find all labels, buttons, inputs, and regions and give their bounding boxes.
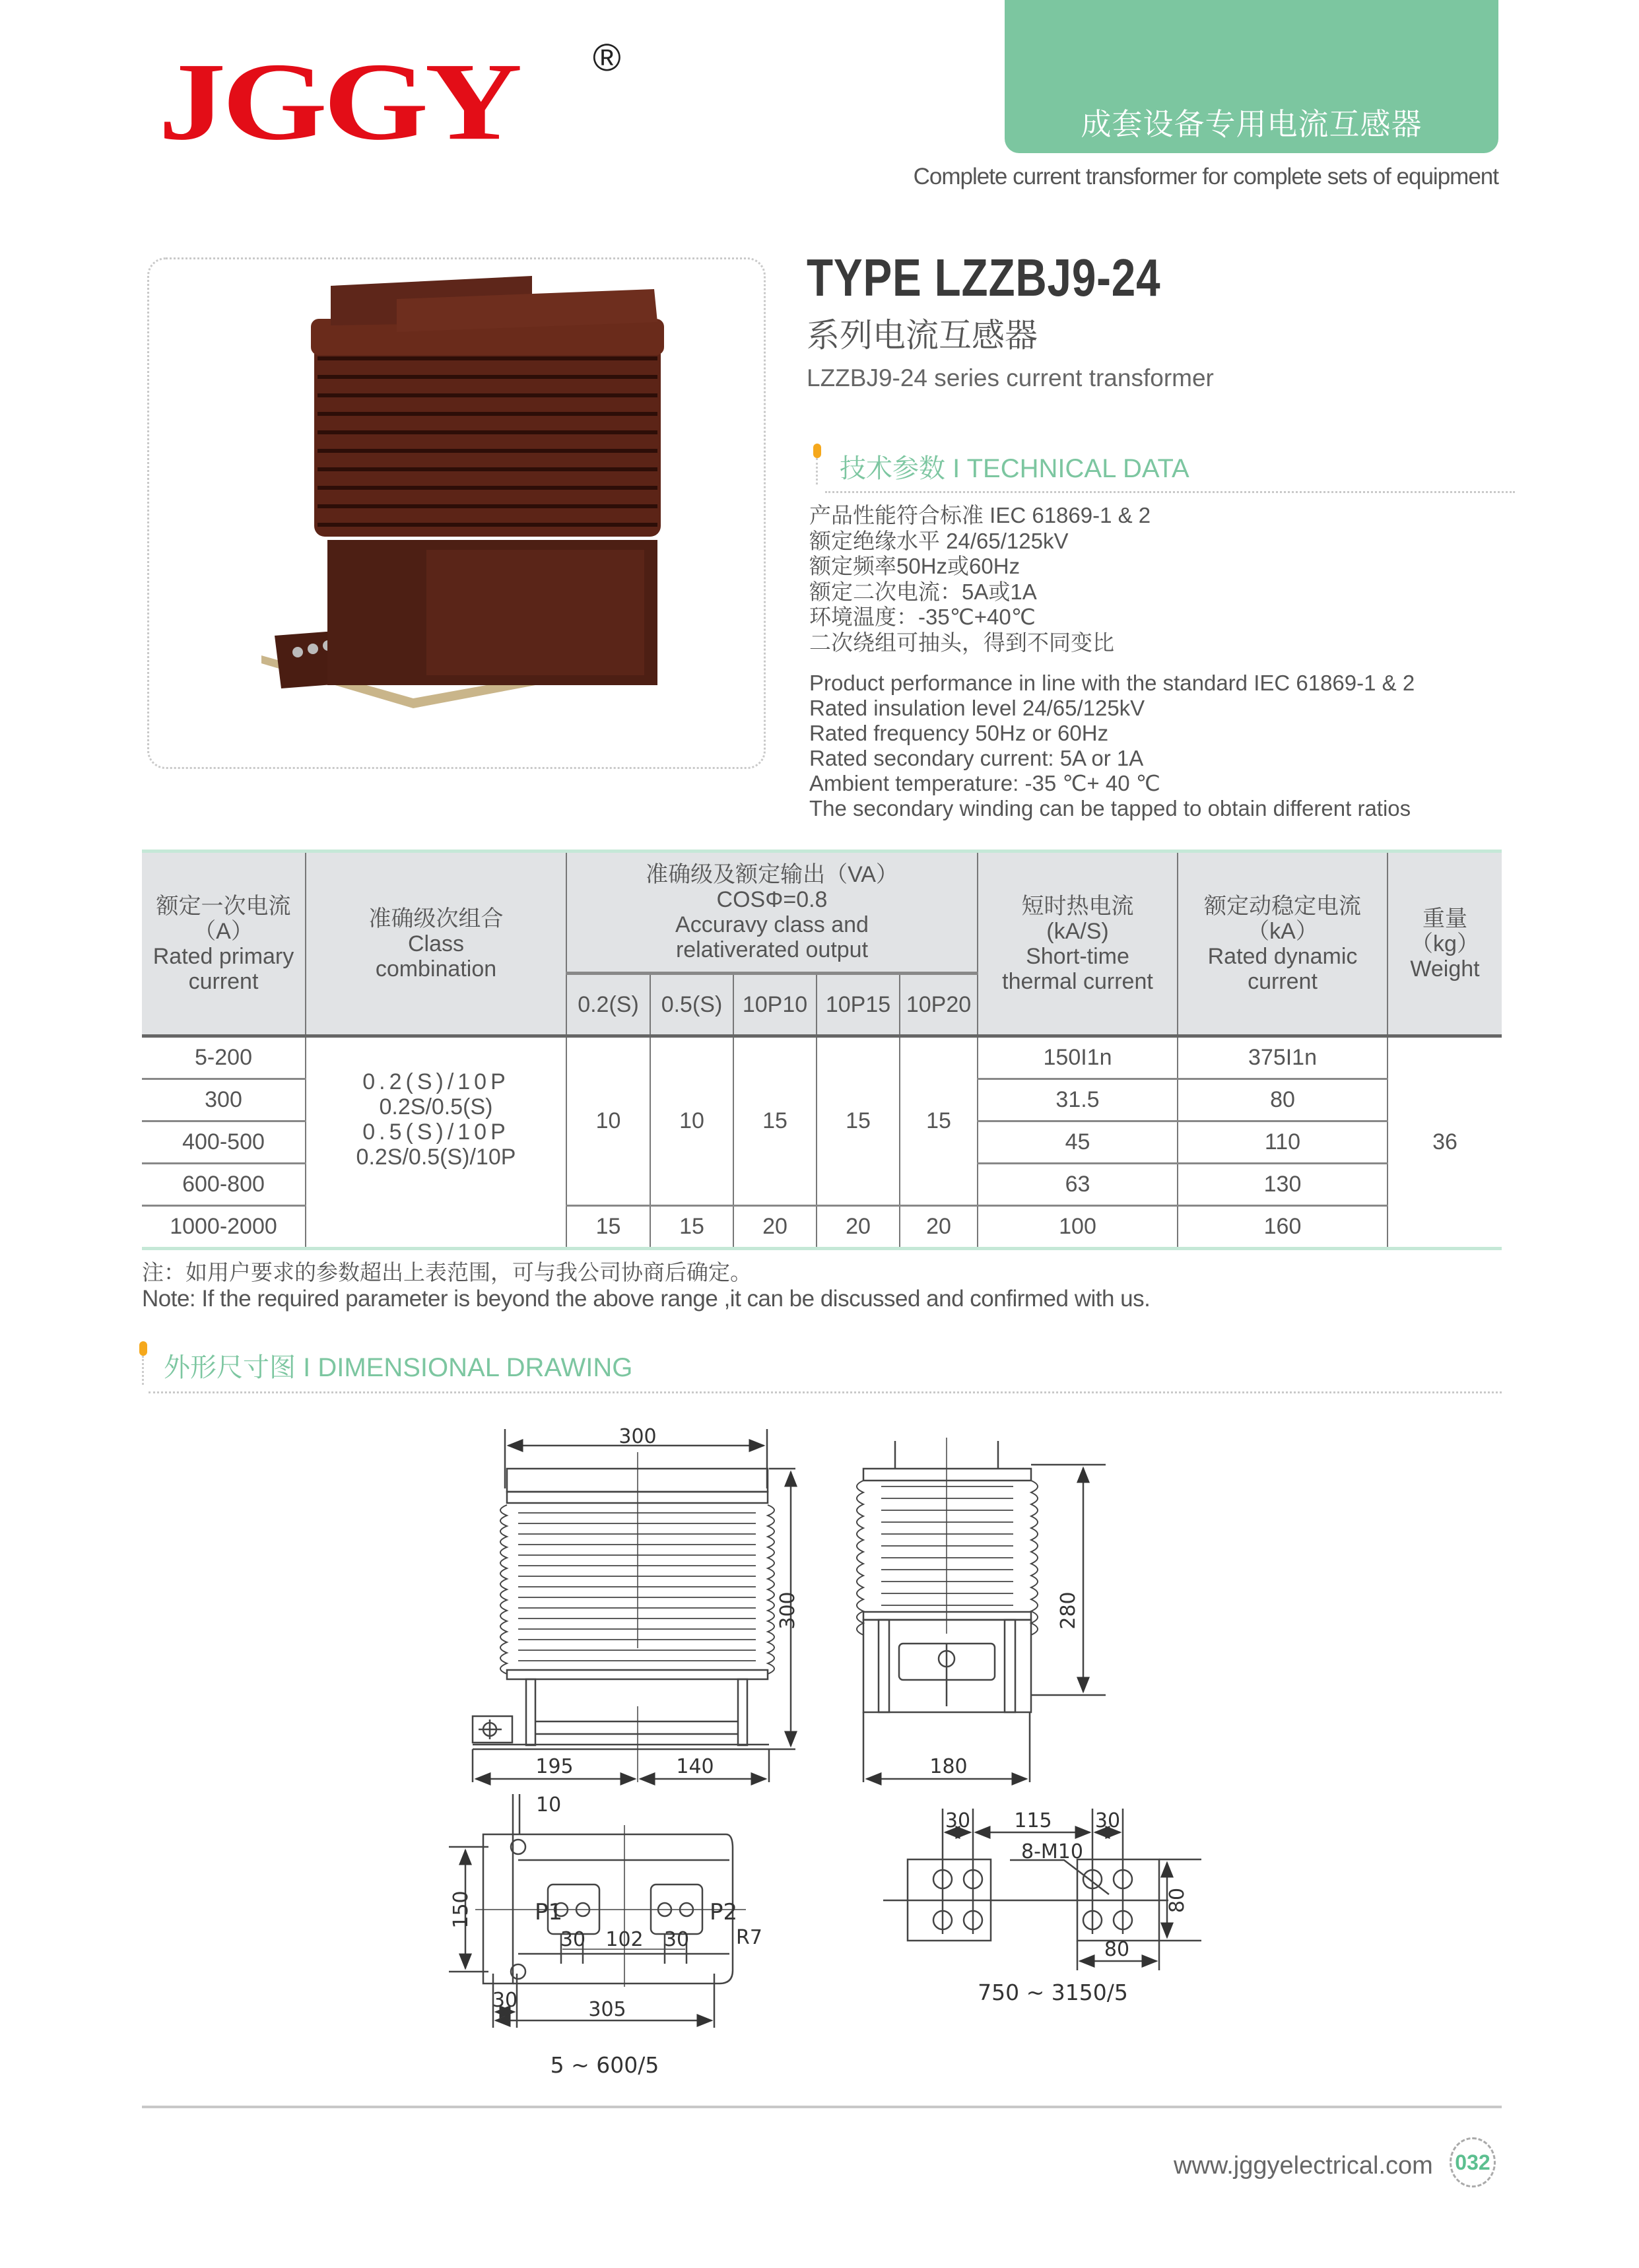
note-en: Note: If the required parameter is beyond the above range ,it can be discussed and confirmed with us. bbox=[142, 1286, 1151, 1312]
dim-bottom-center: 102 bbox=[605, 1928, 644, 1951]
cell-dynamic: 80 bbox=[1178, 1079, 1388, 1121]
label-p2: P2 bbox=[710, 1899, 738, 1925]
cell-output-0-5s: 15 bbox=[650, 1206, 733, 1249]
dim-side-height: 280 bbox=[1057, 1591, 1080, 1630]
header-line: (kA/S) bbox=[1046, 918, 1109, 944]
tech-line-en: Rated secondary current: 5A or 1A bbox=[809, 746, 1144, 770]
header-line: （kA） bbox=[1247, 918, 1318, 944]
cell-output-10p15: 15 bbox=[817, 1036, 900, 1206]
tech-line-cn: 额定绝缘水平 24/65/125kV bbox=[809, 528, 1069, 553]
cell-primary: 600-800 bbox=[142, 1164, 306, 1206]
cell-dynamic: 160 bbox=[1178, 1206, 1388, 1249]
header-line: 准确级次组合 bbox=[368, 906, 504, 931]
dim-bottom-pitch-2: 30 bbox=[663, 1928, 690, 1951]
footer-divider bbox=[142, 2106, 1502, 2108]
caption-large-ratio: 750 ~ 3150/5 bbox=[978, 1980, 1128, 2005]
cell-thermal: 150I1n bbox=[978, 1036, 1178, 1079]
header-line: COSΦ=0.8 bbox=[716, 887, 828, 912]
header-line: combination bbox=[375, 956, 497, 982]
tech-line-en: The secondary winding can be tapped to obtain different ratios bbox=[809, 796, 1411, 820]
page-number-badge: 032 bbox=[1450, 2137, 1496, 2187]
dim-front-width: 300 bbox=[619, 1425, 657, 1448]
header-line: （A） bbox=[193, 918, 253, 944]
dim-bottom-edge: 30 bbox=[492, 1989, 518, 2012]
dim-terminal-pitch-right: 30 bbox=[1094, 1809, 1121, 1832]
header-line: Rated primary bbox=[152, 943, 294, 969]
cell-thermal: 63 bbox=[978, 1164, 1178, 1206]
product-series-title-en: LZZBJ9-24 series current transformer bbox=[807, 364, 1214, 391]
dim-terminal-gap: 115 bbox=[1014, 1809, 1052, 1832]
dim-side-width: 180 bbox=[929, 1755, 968, 1778]
tech-line-cn: 产品性能符合标准 IEC 61869-1 & 2 bbox=[809, 503, 1151, 527]
class-value: 0.2S/0.5(S) bbox=[379, 1094, 493, 1119]
dim-bottom-radius: R7 bbox=[736, 1926, 762, 1949]
dim-bottom-height: 150 bbox=[450, 1890, 473, 1929]
header-line: 准确级及额定输出（VA） bbox=[646, 862, 898, 887]
technical-data-heading: 技术参数 I TECHNICAL DATA bbox=[840, 454, 1189, 483]
cell-primary: 300 bbox=[142, 1079, 306, 1121]
label-p1: P1 bbox=[535, 1899, 563, 1925]
dim-terminal-pad-height: 80 bbox=[1166, 1887, 1189, 1914]
brand-logo: JGGY bbox=[158, 40, 519, 164]
category-banner-title: 成套设备专用电流互感器 bbox=[1081, 107, 1422, 141]
header-line: 重量 bbox=[1422, 906, 1467, 931]
tech-line-en: Ambient temperature: -35 ℃+ 40 ℃ bbox=[809, 771, 1160, 795]
cell-output-10p20: 15 bbox=[900, 1036, 978, 1206]
header-line: 短时热电流 bbox=[1021, 893, 1134, 919]
cell-thermal: 31.5 bbox=[978, 1079, 1178, 1121]
header-line: Short-time bbox=[1026, 943, 1129, 969]
cell-weight: 36 bbox=[1388, 1036, 1502, 1249]
dim-front-height: 300 bbox=[776, 1591, 799, 1630]
subheader-10p20: 10P20 bbox=[900, 974, 978, 1036]
class-value: 0.2S/0.5(S)/10P bbox=[356, 1144, 516, 1170]
dim-front-right: 140 bbox=[676, 1755, 714, 1778]
cell-primary: 5-200 bbox=[142, 1036, 306, 1079]
dim-bottom-offset: 10 bbox=[536, 1793, 562, 1817]
header-line: thermal current bbox=[1002, 968, 1153, 994]
label-bolts: 8-M10 bbox=[1021, 1840, 1083, 1863]
product-type-title: TYPE LZZBJ9-24 bbox=[807, 248, 1161, 307]
cell-output-0-2s: 10 bbox=[566, 1036, 650, 1206]
dim-front-left: 195 bbox=[535, 1755, 574, 1778]
header-line: Class bbox=[407, 931, 465, 956]
header-line: Weight bbox=[1410, 956, 1480, 982]
header-line: current bbox=[188, 968, 259, 994]
dimensional-drawing-heading: 外形尺寸图 I DIMENSIONAL DRAWING bbox=[164, 1353, 633, 1382]
subheader-0-2s: 0.2(S) bbox=[566, 974, 650, 1036]
caption-small-ratio: 5 ~ 600/5 bbox=[550, 2052, 659, 2078]
category-tagline: Complete current transformer for complete sets of equipment bbox=[913, 164, 1498, 189]
cell-dynamic: 130 bbox=[1178, 1164, 1388, 1206]
cell-output-0-5s: 10 bbox=[650, 1036, 733, 1206]
cell-thermal: 45 bbox=[978, 1121, 1178, 1164]
cell-output-10p20: 20 bbox=[900, 1206, 978, 1249]
tech-line-cn: 二次绕组可抽头，得到不同变比 bbox=[809, 630, 1114, 655]
class-value: 0.5(S)/10P bbox=[362, 1119, 510, 1145]
cell-output-10p15: 20 bbox=[817, 1206, 900, 1249]
cell-output-10p10: 15 bbox=[733, 1036, 817, 1206]
header-line: Accuravy class and bbox=[675, 912, 869, 937]
header-line: relativerated output bbox=[675, 937, 869, 962]
dim-terminal-pitch-left: 30 bbox=[945, 1809, 971, 1832]
cell-output-0-2s: 15 bbox=[566, 1206, 650, 1249]
class-value: 0.2(S)/10P bbox=[362, 1069, 510, 1094]
cell-thermal: 100 bbox=[978, 1206, 1178, 1249]
header-line: （kg） bbox=[1411, 931, 1479, 956]
cell-output-10p10: 20 bbox=[733, 1206, 817, 1249]
dim-bottom-pitch-1: 30 bbox=[560, 1928, 586, 1951]
cell-primary: 1000-2000 bbox=[142, 1206, 306, 1249]
tech-line-en: Rated frequency 50Hz or 60Hz bbox=[809, 721, 1109, 745]
subheader-10p10: 10P10 bbox=[733, 974, 817, 1036]
product-series-title-cn: 系列电流互感器 bbox=[807, 317, 1038, 354]
registered-trademark-icon: ® bbox=[593, 36, 621, 79]
header-line: current bbox=[1248, 968, 1318, 994]
tech-line-cn: 额定二次电流：5A或1A bbox=[809, 579, 1037, 604]
note-cn: 注：如用户要求的参数超出上表范围，可与我公司协商后确定。 bbox=[142, 1260, 752, 1284]
tech-line-cn: 环境温度：-35℃+40℃ bbox=[809, 605, 1036, 629]
header-line: 额定一次电流 bbox=[156, 893, 291, 919]
website-link[interactable]: www.jggyelectrical.com bbox=[1174, 2152, 1433, 2180]
header-line: 额定动稳定电流 bbox=[1204, 893, 1361, 919]
tech-line-en: Rated insulation level 24/65/125kV bbox=[809, 696, 1145, 720]
subheader-10p15: 10P15 bbox=[817, 974, 900, 1036]
header-line: Rated dynamic bbox=[1207, 943, 1358, 969]
tech-line-en: Product performance in line with the standard IEC 61869-1 & 2 bbox=[809, 671, 1415, 695]
dim-terminal-pad-width: 80 bbox=[1104, 1938, 1130, 1961]
tech-line-cn: 额定频率50Hz或60Hz bbox=[809, 554, 1020, 578]
cell-primary: 400-500 bbox=[142, 1121, 306, 1164]
cell-dynamic: 375I1n bbox=[1178, 1036, 1388, 1079]
dim-bottom-length: 305 bbox=[588, 1998, 626, 2021]
subheader-0-5s: 0.5(S) bbox=[650, 974, 733, 1036]
cell-dynamic: 110 bbox=[1178, 1121, 1388, 1164]
